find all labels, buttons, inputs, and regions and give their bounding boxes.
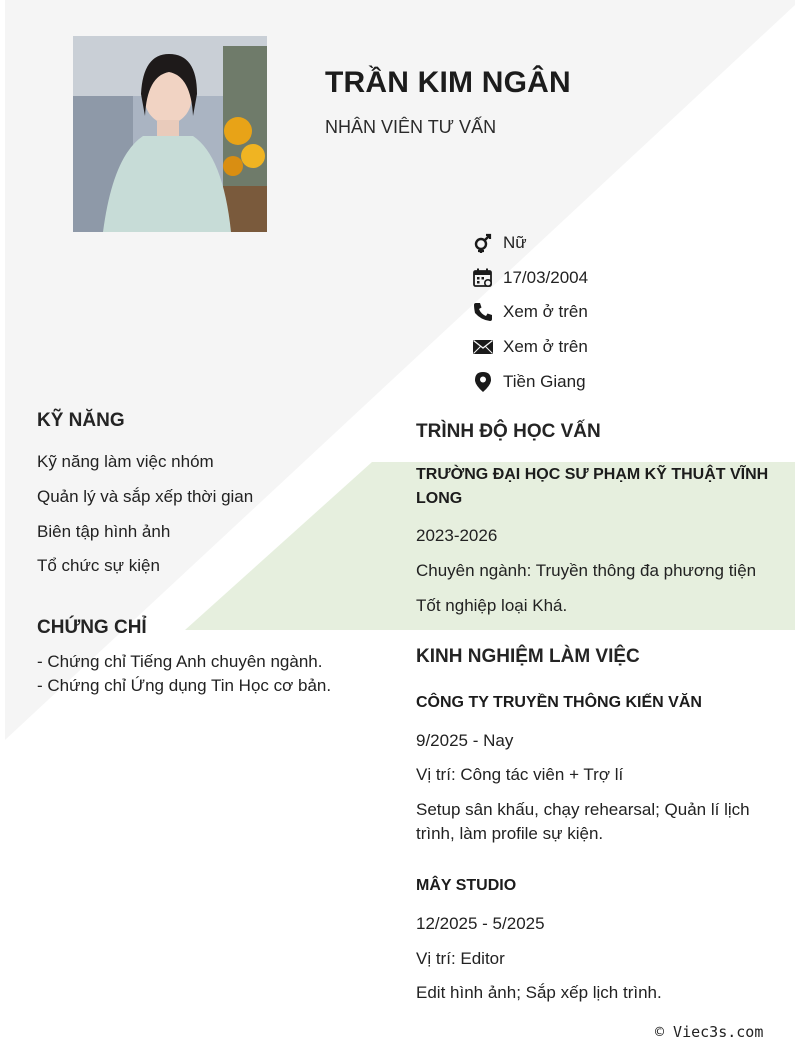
certificate-item: - Chứng chỉ Tiếng Anh chuyên ngành. (37, 652, 323, 671)
email-value: Xem ở trên (503, 337, 588, 356)
info-phone (472, 300, 588, 324)
location-value: Tiền Giang (503, 372, 586, 391)
phone-value: Xem ở trên (503, 302, 588, 321)
gender-icon (472, 232, 494, 254)
email-icon (472, 336, 494, 358)
job-description: Setup sân khấu, chạy rehearsal; Quản lí lịch trình, làm profile sự kiện. (416, 800, 750, 843)
education-major: Chuyên ngành: Truyền thông đa phương tiện (416, 561, 757, 580)
skill-item: Kỹ năng làm việc nhóm (37, 452, 214, 471)
experience-heading: KINH NGHIỆM LÀM VIỆC (416, 646, 640, 667)
job-title: NHÂN VIÊN TƯ VẤN (325, 117, 497, 137)
skill-item: Biên tập hình ảnh (37, 522, 171, 541)
candidate-name: TRẦN KIM NGÂN (325, 66, 571, 99)
job-description: Edit hình ảnh; Sắp xếp lịch trình. (416, 983, 662, 1002)
education-period: 2023-2026 (416, 526, 498, 545)
footer-copyright: © Viec3s.com (655, 1023, 764, 1041)
info-email (472, 335, 588, 359)
skills-heading: KỸ NĂNG (37, 410, 125, 431)
job-position: Vị trí: Editor (416, 949, 505, 968)
company-name: MÂY STUDIO (416, 877, 517, 894)
skill-item: Quản lý và sắp xếp thời gian (37, 487, 254, 506)
certificates-heading: CHỨNG CHỈ (37, 617, 147, 638)
info-location (472, 370, 586, 394)
job-period: 9/2025 - Nay (416, 731, 514, 750)
education-grade: Tốt nghiệp loại Khá. (416, 596, 568, 615)
education-heading: TRÌNH ĐỘ HỌC VẤN (416, 421, 601, 442)
info-gender (472, 231, 527, 255)
skill-item: Tổ chức sự kiện (37, 556, 160, 575)
school-name: TRƯỜNG ĐẠI HỌC SƯ PHẠM KỸ THUẬT VĨNH LONG (416, 466, 769, 507)
gender-value: Nữ (503, 233, 527, 252)
profile-photo (73, 36, 267, 232)
calendar-icon (472, 267, 494, 289)
location-pin-icon (472, 371, 494, 393)
birthdate-value: 17/03/2004 (503, 268, 589, 287)
company-name: CÔNG TY TRUYỀN THÔNG KIẾN VĂN (416, 694, 702, 711)
info-birthdate (472, 266, 588, 290)
job-period: 12/2025 - 5/2025 (416, 914, 545, 933)
phone-icon (472, 301, 494, 323)
job-position: Vị trí: Công tác viên + Trợ lí (416, 765, 624, 784)
certificate-item: - Chứng chỉ Ứng dụng Tin Học cơ bản. (37, 676, 332, 695)
